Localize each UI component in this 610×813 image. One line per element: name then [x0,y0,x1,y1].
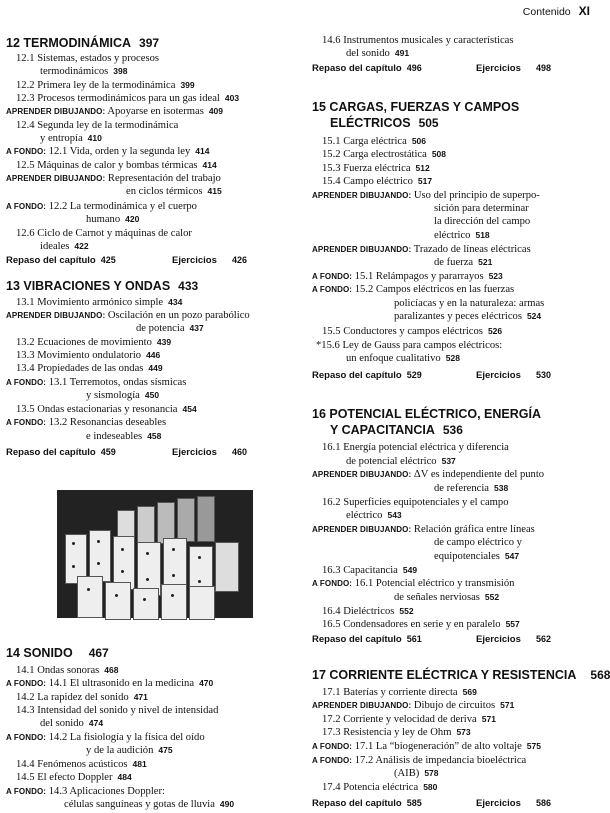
chapter-15-heading: 15 CARGAS, FUERZAS Y CAMPOS [312,100,520,114]
toc-entry: del sonido 491 [346,48,410,59]
toc-entry: del sonido 474 [40,718,104,729]
learn-by-drawing-entry: APRENDER DIBUJANDO: ΔV es independiente del punto [312,469,545,480]
toc-entry: 15.2 Carga electrostática 508 [322,149,447,160]
toc-entry: 12.3 Procesos termodinámicos para un gas ideal 403 [16,93,240,104]
toc-entry: un enfoque cualitativo 528 [346,353,460,364]
learn-by-drawing-entry: APRENDER DIBUJANDO: Uso del principio de superpo- [312,190,540,201]
toc-entry-continued: y de la audición 475 [86,745,173,756]
toc-entry: y entropía 410 [40,133,102,144]
in-depth-entry: A FONDO: 15.2 Campos eléctricos en las fuerzas [312,284,515,295]
chapter-review-line: Repaso del capítulo 561 Ejercicios 562 [312,634,552,645]
toc-entry: 17.2 Corriente y velocidad de deriva 571 [322,714,496,725]
toc-entry: 12.4 Segunda ley de la termodinámica [16,120,179,131]
toc-entry: 17.3 Resistencia y ley de Ohm 573 [322,727,471,738]
toc-entry: 13.5 Ondas estacionarias y resonancia 454 [16,404,197,415]
toc-entry: 17.1 Baterías y corriente directa 569 [322,687,477,698]
toc-entry-continued: en ciclos térmicos 415 [126,186,222,197]
header-page-number: XI [578,4,590,18]
learn-by-drawing-entry: APRENDER DIBUJANDO: Dibujo de circuitos 571 [312,700,515,711]
toc-entry: eléctrico 543 [346,510,402,521]
in-depth-entry: A FONDO: 14.3 Aplicaciones Doppler: [6,786,165,797]
chapter-review-line: Repaso del capítulo 496 Ejercicios 498 [312,63,552,74]
toc-entry: 13.1 Movimiento armónico simple 434 [16,297,183,308]
toc-entry-continued: paralizantes y peces eléctricos 524 [394,311,542,322]
toc-entry: termodinámicos 398 [40,66,128,77]
toc-entry: 14.2 La rapidez del sonido 471 [16,692,148,703]
toc-entry: ideales 422 [40,241,89,252]
chapter-review-line: Repaso del capítulo 459 Ejercicios 460 [6,447,248,458]
toc-entry-continued: policíacas y en la naturaleza: armas [394,298,545,309]
toc-entry: 14.5 El efecto Doppler 484 [16,772,132,783]
in-depth-entry: A FONDO: 12.1 Vida, orden y la segunda ley 414 [6,146,210,157]
chapter-16-heading: 16 POTENCIAL ELÉCTRICO, ENERGÍA [312,407,541,421]
in-depth-entry: A FONDO: 13.1 Terremotos, ondas sísmicas [6,377,187,388]
toc-entry: 13.3 Movimiento ondulatorio 446 [16,350,161,361]
toc-entry: 16.2 Superficies equipotenciales y el campo [322,497,509,508]
chapter-15-heading-line2: ELÉCTRICOS 505 [330,116,439,130]
in-depth-entry: A FONDO: 17.1 La “biogeneración” de alto voltaje 575 [312,741,541,752]
toc-entry-continued: e indeseables 458 [86,431,162,442]
chapter-review-line: Repaso del capítulo 529 Ejercicios 530 [312,370,552,381]
toc-entry: 16.5 Condensadores en serie y en paralelo 557 [322,619,520,630]
in-depth-entry: A FONDO: 12.2 La termodinámica y el cuerpo [6,201,197,212]
toc-entry-continued: la dirección del campo [434,216,531,227]
chapter-12-heading: 12 TERMODINÁMICA 397 [6,36,160,50]
toc-entry-continued: y sismología 450 [86,390,160,401]
toc-entry-continued: (AIB) 578 [394,768,439,779]
in-depth-entry: A FONDO: 17.2 Análisis de impedancia bioeléctrica [312,755,527,766]
toc-entry: 12.1 Sistemas, estados y procesos [16,53,160,64]
toc-entry-continued: de referencia 538 [434,483,509,494]
running-header [523,4,590,18]
toc-entry-continued: humano 420 [86,214,140,225]
toc-entry: 15.5 Conductores y campos eléctricos 526 [322,326,503,337]
toc-entry-continued: células sanguíneas y gotas de lluvia 490 [64,799,235,810]
chapter-14-heading: 14 SONIDO 467 [6,646,109,660]
toc-entry: 12.5 Máquinas de calor y bombas térmicas 414 [16,160,217,171]
toc-entry-continued: equipotenciales 547 [434,551,520,562]
in-depth-entry: A FONDO: 13.2 Resonancias deseables [6,417,167,428]
dominoes-photo [57,490,253,618]
toc-entry: 15.1 Carga eléctrica 506 [322,136,426,147]
chapter-review-line: Repaso del capítulo 585 Ejercicios 586 [312,798,552,809]
toc-entry-continued: sición para determinar [434,203,529,214]
toc-entry: 16.3 Capacitancia 549 [322,565,418,576]
toc-entry-continued: eléctrico 518 [434,230,490,241]
toc-entry: 12.2 Primera ley de la termodinámica 399 [16,80,195,91]
chapter-17-heading: 17 CORRIENTE ELÉCTRICA Y RESISTENCIA 568 [312,668,610,682]
toc-entry: 13.4 Propiedades de las ondas 449 [16,363,163,374]
toc-entry: de potencial eléctrico 537 [346,456,456,467]
toc-entry: 16.4 Dieléctricos 552 [322,606,414,617]
toc-entry-continued: de señales nerviosas 552 [394,592,500,603]
learn-by-drawing-entry: APRENDER DIBUJANDO: Apoyarse en isotermas 409 [6,106,224,117]
toc-entry: 13.2 Ecuaciones de movimiento 439 [16,337,172,348]
toc-entry: *15.6 Ley de Gauss para campos eléctricos: [316,340,503,351]
header-title: Contenido [522,6,571,18]
toc-entry: 14.3 Intensidad del sonido y nivel de intensidad [16,705,219,716]
toc-entry: 14.1 Ondas sonoras 468 [16,665,119,676]
learn-by-drawing-entry: APRENDER DIBUJANDO: Relación gráfica entre líneas [312,524,535,535]
learn-by-drawing-entry: APRENDER DIBUJANDO: Representación del trabajo [6,173,221,184]
in-depth-entry: A FONDO: 15.1 Relámpagos y pararrayos 523 [312,271,503,282]
learn-by-drawing-entry: APRENDER DIBUJANDO: Oscilación en un pozo parabólico [6,310,250,321]
in-depth-entry: A FONDO: 14.1 El ultrasonido en la medicina 470 [6,678,214,689]
chapter-review-line: Repaso del capítulo 425 Ejercicios 426 [6,255,248,266]
toc-entry: 14.6 Instrumentos musicales y características [322,35,514,46]
in-depth-entry: A FONDO: 14.2 La fisiología y la física del oído [6,732,205,743]
toc-entry: 17.4 Potencia eléctrica 580 [322,782,438,793]
chapter-16-heading-line2: Y CAPACITANCIA 536 [330,423,463,437]
toc-entry-continued: de campo eléctrico y [434,537,522,548]
chapter-13-heading: 13 VIBRACIONES Y ONDAS 433 [6,279,199,293]
toc-entry: 14.4 Fenómenos acústicos 481 [16,759,147,770]
learn-by-drawing-entry: APRENDER DIBUJANDO: Trazado de líneas eléctricas [312,244,531,255]
toc-entry-continued: de fuerza 521 [434,257,493,268]
toc-entry-continued: de potencia 437 [136,323,204,334]
toc-entry: 16.1 Energía potencial eléctrica y diferencia [322,442,509,453]
in-depth-entry: A FONDO: 16.1 Potencial eléctrico y transmisión [312,578,515,589]
toc-entry: 12.6 Ciclo de Carnot y máquinas de calor [16,228,192,239]
toc-entry: 15.4 Campo eléctrico 517 [322,176,433,187]
toc-entry: 15.3 Fuerza eléctrica 512 [322,163,430,174]
